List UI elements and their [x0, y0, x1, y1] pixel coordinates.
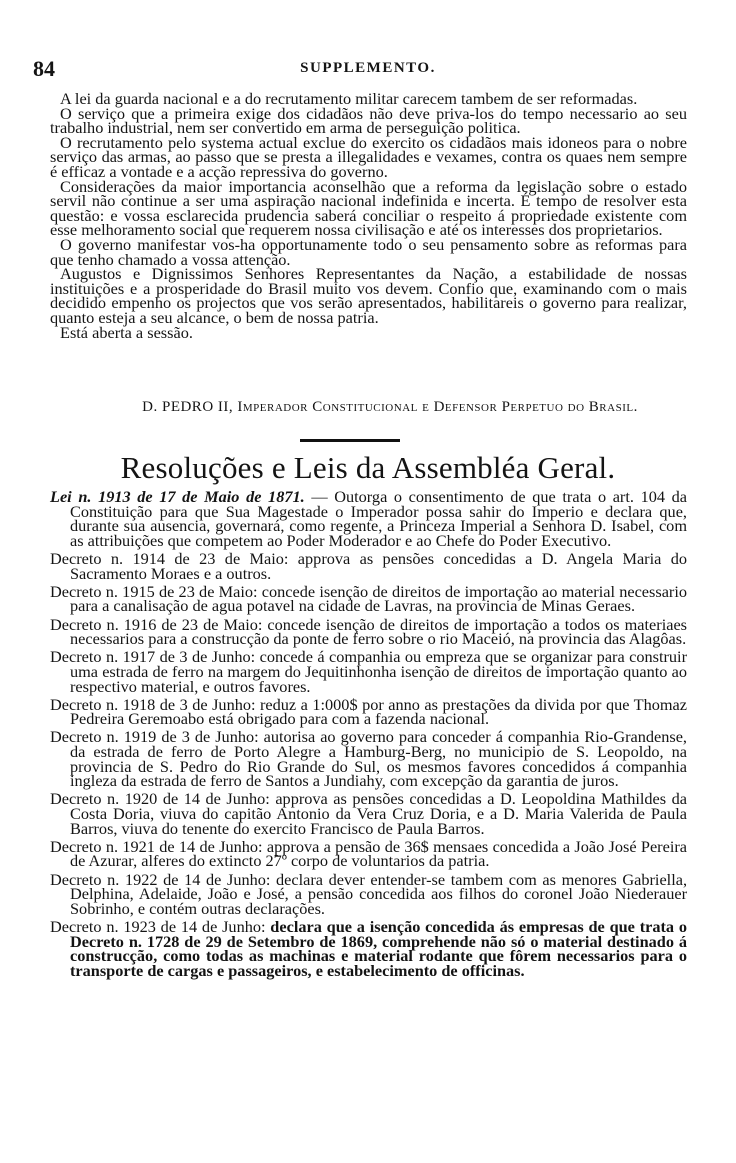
law-entry: [50, 694, 687, 729]
law-entry: [50, 727, 688, 791]
paragraph: A lei da guarda nacional e a do recrutamento militar carecem tambem de ser reformadas.: [60, 89, 638, 108]
running-title: SUPPLEMENTO.: [300, 60, 436, 76]
law-list: [50, 487, 688, 982]
law-entry: [50, 647, 687, 696]
law-entry: [50, 789, 687, 838]
paragraph: Está aberta a sessão.: [60, 322, 193, 342]
entry-text: approva a pensão de 36$ mensaes concedida a João José Pereira de Azurar, alferes do extincto 27º corpo de voluntarios da patria.: [70, 836, 688, 871]
entry-text: concede isenção de direitos de importação a todos os materiaes necessarios para a construcção da ponte de ferro sobre o rio Maceió, na provincia das Alagôas.: [70, 614, 688, 649]
paragraph: Considerações da maior importancia aconselhão que a reforma da legislação sobre o estado servil não continue a ser uma aspiração nacional indefinida e incerta. É tempo de resolver esta questão: e vossa esclarecida prudencia saberá conciliar o respeito á propriedade existente com esse melhoramento social que requerem nossa civilisação e até os interesses dos proprietarios.: [50, 176, 687, 240]
entry-heading: Decreto n. 1919 de 3 de Junho:: [50, 727, 259, 747]
section-divider: [300, 439, 400, 442]
entry-text: declara dever entender-se tambem com as menores Gabriella, Delphina, Adelaide, João e José, a pensão concedida aos filhos do coronel João Niederauer Sobrinho, e contém outras declarações.: [70, 869, 688, 918]
law-entry: [50, 581, 688, 616]
entry-text: approva as pensões concedidas a D. Leopoldina Mathildes da Costa Doria, viuva do capitão Antonio da Vera Cruz Doria, e a D. Maria Valerida de Paula Barros, viuva do tenente do exercito Francisco de Paula Barros.: [70, 789, 687, 838]
speech-text: [50, 89, 687, 342]
paragraph: O governo manifestar vos-ha opportunamente todo o seu pensamento sobre as reformas para que tenho chamado a vossa attenção.: [50, 234, 687, 269]
entry-heading: Decreto n. 1923 de 14 de Junho:: [50, 916, 266, 936]
entry-heading: Decreto n. 1915 de 23 de Maio:: [50, 581, 258, 601]
paragraph: O recrutamento pelo systema actual exclue do exercito os cidadãos mais idoneos para o nobre serviço das armas, ao passo que se presta a illegalidades e vexames, contra os quaes nem sempre é efficaz a vontade e a acção repressiva do governo.: [50, 132, 687, 181]
entry-heading: Decreto n. 1921 de 14 de Junho:: [50, 836, 263, 856]
section-title: Resoluções e Leis da Assembléa Geral.: [120, 450, 616, 485]
page-number: 84: [33, 56, 55, 81]
entry-heading: Decreto n. 1916 de 23 de Maio:: [50, 614, 263, 634]
law-entry: [50, 869, 688, 918]
law-entry: [50, 836, 688, 871]
entry-text: declara que a isenção concedida ás empresas de que trata o Decreto n. 1728 de 29 de Setembro de 1869, comprehende não só o material destinado á construcção, como todas as machinas e material rodante que fôrem necessarios para o transporte de cargas e passageiros, e estabelecimento de officinas.: [70, 916, 687, 980]
law-entry: [50, 916, 687, 980]
entry-text: concede isenção de direitos de importação ao material necessario para a canalisação de agua potavel na cidade de Lavras, na provincia de Minas Geraes.: [70, 581, 688, 616]
paragraph: Augustos e Dignissimos Senhores Representantes da Nação, a estabilidade de nossas instituições e a prosperidade do Brasil muito vos devem. Confio que, examinando com o mais decidido empenho os projectos que vos serão apresentados, habilitareis o governo para realizar, quanto esteja a seu alcance, o bem de nossa patria.: [50, 264, 687, 327]
law-entry: [50, 614, 688, 649]
entry-text: approva as pensões concedidas a D. Angela Maria do Sacramento Moraes e a outros.: [70, 548, 687, 583]
entry-text: concede á companhia ou empreza que se organizar para construir uma estrada de ferro na margem do Jequitinhonha isenção de direitos de importação quanto ao respectivo material, e outros favores.: [70, 647, 687, 696]
entry-heading: Decreto n. 1914 de 23 de Maio:: [50, 548, 289, 568]
signature-line: D. PEDRO II, Imperador Constitucional e Defensor Perpetuo do Brasil.: [142, 399, 638, 415]
entry-heading: Decreto n. 1920 de 14 de Junho:: [50, 789, 270, 809]
entry-text: autorisa ao governo para conceder á companhia Rio-Grandense, da estrada de ferro de Porto Alegre a Hamburg-Berg, no municipio de S. Leopoldo, na provincia de S. Pedro do Rio Grande do Sul, os mesmos favores concedidos á companhia ingleza da estrada de ferro de Santos a Jundiahy, com excepção da garantia de juros.: [70, 727, 688, 791]
entry-text: — Outorga o consentimento de que trata o art. 104 da Constituição para que Sua Magestade o Imperador possa sahir do Imperio e declara que, durante sua ausencia, governará, como regente, a Princeza Imperial a Senhora D. Isabel, com as attribuições que competem ao Poder Moderador e ao Chefe do Poder Executivo.: [70, 487, 687, 550]
entry-heading: Lei n. 1913 de 17 de Maio de 1871.: [50, 487, 305, 506]
entry-heading: Decreto n. 1918 de 3 de Junho:: [50, 694, 256, 714]
entry-text: reduz a 1:000$ por anno as prestações da divida por que Thomaz Pedreira Geremoabo está obrigado para com a fazenda nacional.: [70, 694, 687, 729]
law-entry: [50, 487, 687, 550]
entry-heading: Decreto n. 1922 de 14 de Junho:: [50, 869, 271, 889]
law-entry: [50, 548, 687, 583]
paragraph: O serviço que a primeira exige dos cidadãos não deve priva-los do tempo necessario ao seu trabalho industrial, nem ser convertido em arma de perseguição politica.: [50, 103, 687, 138]
entry-heading: Decreto n. 1917 de 3 de Junho:: [50, 647, 256, 667]
